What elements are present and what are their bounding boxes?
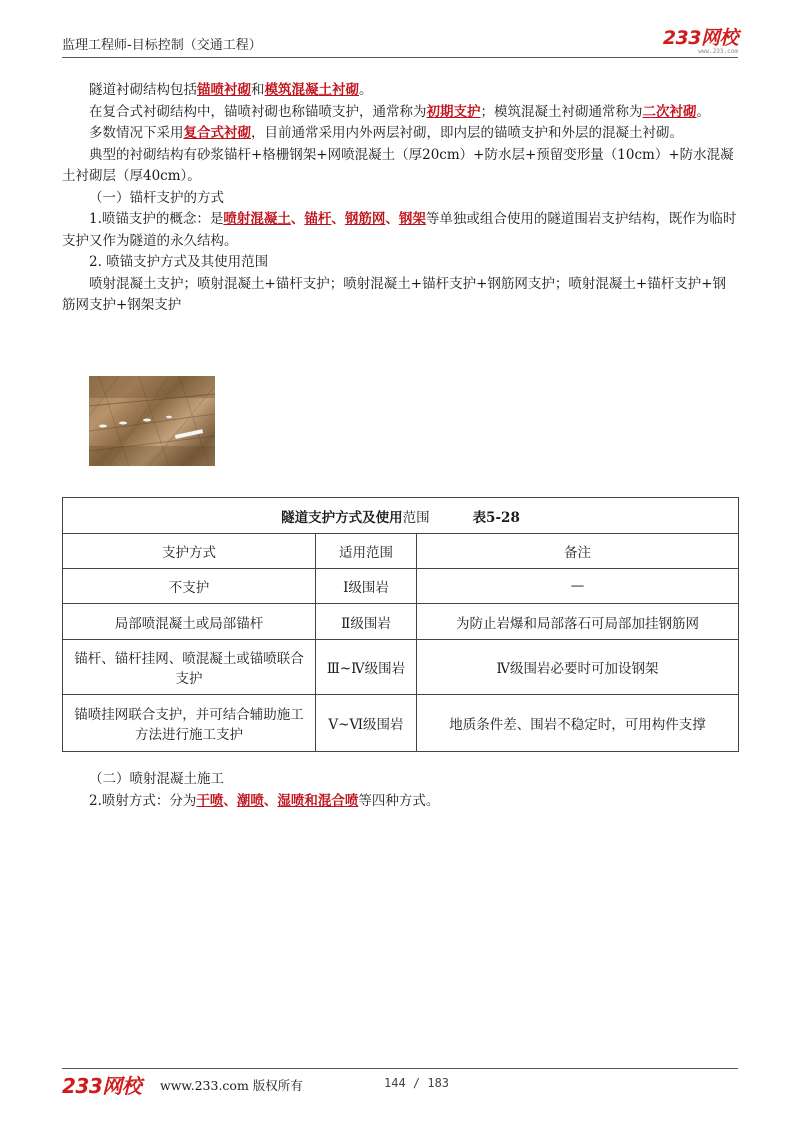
support-methods-table [62,497,739,752]
separator: 、 [290,211,305,227]
table-cell: 为防止岩爆和局部落石可局部加挂钢筋网 [417,604,739,640]
text: ；模筑混凝土衬砌通常称为 [480,103,643,120]
brand-logo[interactable] [663,28,738,55]
table-row [63,604,739,640]
rock-face-photo [89,376,215,466]
highlight-term: 钢筋网 [344,211,386,227]
logo-text: 233网校 [662,27,738,49]
table-cell: 锚杆、锚杆挂网、喷混凝土或锚喷联合支护 [63,640,316,695]
paragraph-typical-structure [62,145,738,188]
paragraph-shotcrete-concept [62,209,738,252]
table-row [63,695,739,752]
table-header-row [63,534,739,569]
highlight-term: 干喷 [196,793,224,809]
highlight-term: 湿喷和混合喷 [277,793,359,809]
highlight-term: 复合式衬砌 [183,125,251,141]
table-cell: Ⅳ级围岩必要时可加设钢架 [417,640,739,695]
column-header: 适用范围 [316,534,417,569]
table-cell: Ⅰ级围岩 [316,569,417,604]
column-header: 备注 [417,534,739,569]
highlight-term: 钢架 [398,211,426,227]
column-header: 支护方式 [63,534,316,569]
highlight-term: 锚杆 [304,211,332,227]
text: 2. 喷锚支护方式及其使用范围 [89,254,269,270]
table-cell: Ⅴ~Ⅵ级围岩 [316,695,417,752]
table-cell: 不支护 [63,569,316,604]
table-cell: 锚喷挂网联合支护，并可结合辅助施工方法进行施工支护 [63,695,316,752]
text: 1.喷锚支护的概念：是 [89,211,224,227]
text: 和 [251,82,265,98]
page-footer [62,1072,738,1098]
caption-number: 表5-28 [472,509,520,526]
page-number: 144 / 183 [384,1076,450,1090]
text: 等单独或组合使用的隧道围岩支护结构，既作为临时支护又作为隧道的永久结构。 [62,211,737,249]
section-heading-shotcrete [62,768,738,790]
highlight-term: 潮喷 [236,793,264,809]
text: 。 [696,103,710,120]
paragraph-composite-lining [62,102,738,124]
table-row [63,569,739,604]
highlight-term: 喷射混凝土 [223,211,291,227]
text: 等四种方式。 [358,793,440,809]
caption-text: 隧道支护方式及使用 [281,509,403,526]
table-cell: Ⅱ级围岩 [316,604,417,640]
table-cell: 地质条件差、围岩不稳定时，可用构件支撑 [417,695,739,752]
table-cell: — [417,569,739,604]
table-cell: 局部喷混凝土或局部锚杆 [63,604,316,640]
rock-face-photo-icon [89,376,215,466]
text: 。 [359,82,373,98]
logo-url: www.233.com [698,48,738,55]
separator: 、 [385,211,399,227]
text: 喷射混凝土支护；喷射混凝土+锚杆支护；喷射混凝土+锚杆支护+钢筋网支护；喷射混凝土+锚杆支护+钢筋网支护+钢架支护 [62,275,727,313]
footer-copyright[interactable]: www.233.com 版权所有 [160,1078,303,1093]
footer-divider [62,1068,738,1069]
table-row [63,640,739,695]
separator: 、 [223,793,237,809]
highlight-term: 模筑混凝土衬砌 [264,82,359,98]
section-title: （二）喷射混凝土施工 [89,771,224,787]
text: 典型的衬砌结构有砂浆锚杆+格栅钢架+网喷混凝土（厚20cm）+防水层+预留变形量（10cm）+防水混凝土衬砌层（厚40cm）。 [62,146,734,184]
separator: 、 [263,793,278,809]
separator: 、 [331,211,345,227]
paragraph-support-methods [62,274,738,317]
paragraph-lining-types [62,80,738,102]
table-caption-row [63,498,739,534]
header-divider [62,57,738,58]
text: ，目前通常采用内外两层衬砌，即内层的锚喷支护和外层的混凝土衬砌。 [251,125,683,141]
highlight-term: 初期支护 [426,103,481,120]
text: 隧道衬砌结构包括 [89,82,197,98]
section-heading-anchor [62,188,738,210]
table-cell: Ⅲ~Ⅳ级围岩 [316,640,417,695]
section-title: （一）锚杆支护的方式 [89,189,224,206]
footer-logo[interactable]: 233网校 [62,1074,142,1098]
text: 多数情况下采用 [89,125,184,141]
header-title: 监理工程师-目标控制（交通工程） [62,38,262,53]
shotcrete-section [62,768,738,812]
caption-text: 范围 [402,509,430,526]
text: 2.喷射方式：分为 [89,793,197,809]
highlight-term: 锚喷衬砌 [197,82,251,98]
table-caption [63,498,739,534]
paragraph-spray-methods [62,790,738,812]
main-content [62,80,738,317]
text: 在复合式衬砌结构中，锚喷衬砌也称锚喷支护，通常称为 [89,103,427,120]
paragraph-common-usage [62,123,738,145]
header-bar [62,28,738,58]
highlight-term: 二次衬砌 [642,103,697,120]
paragraph-support-methods-title [62,252,738,274]
